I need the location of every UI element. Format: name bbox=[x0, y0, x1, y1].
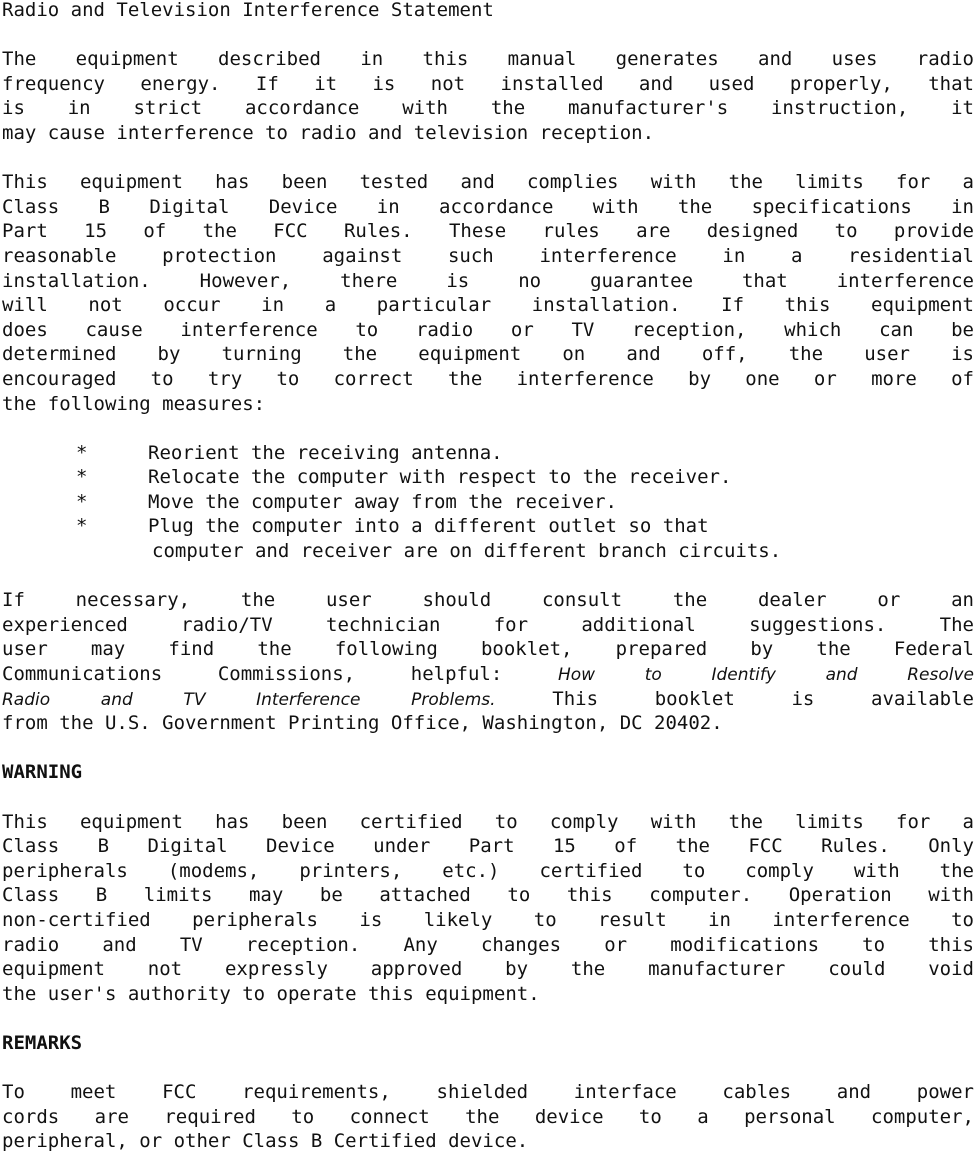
bullet-marker: * bbox=[76, 441, 88, 464]
text-line: peripheral, or other Class B Certified device. bbox=[2, 1130, 529, 1153]
text-line: from the U.S. Government Printing Office, Washington, DC 20402. bbox=[2, 712, 723, 735]
text-line: Class B limits may be attached to this computer. Operation with bbox=[2, 884, 974, 907]
bullet-marker: * bbox=[76, 490, 88, 513]
text-line: radio and TV reception. Any changes or modifications to this bbox=[2, 933, 974, 956]
text-line: determined by turning the equipment on and off, the user is bbox=[2, 343, 974, 366]
paragraph-remarks bbox=[2, 1080, 974, 1154]
remarks-heading: REMARKS bbox=[2, 1031, 83, 1054]
text-line: To meet FCC requirements, shielded interface cables and power bbox=[2, 1081, 974, 1104]
text-line: Class B Digital Device under Part 15 of the FCC Rules. Only bbox=[2, 835, 974, 858]
spacer bbox=[2, 564, 974, 589]
bullet-marker: * bbox=[76, 466, 88, 489]
spacer bbox=[2, 785, 974, 810]
text-line: installation. However, there is no guarantee that interference bbox=[2, 269, 974, 292]
paragraph-booklet bbox=[2, 588, 974, 736]
text-segment: This booklet is available bbox=[552, 687, 974, 710]
spacer bbox=[2, 1006, 974, 1031]
bullet-marker: * bbox=[76, 515, 88, 538]
measures-list bbox=[2, 441, 974, 564]
text-line bbox=[2, 687, 974, 712]
spacer bbox=[2, 416, 974, 441]
document-title: Radio and Television Interference Statement bbox=[2, 0, 494, 21]
text-line: reasonable protection against such interference in a residential bbox=[2, 244, 974, 267]
text-line: experienced radio/TV technician for additional suggestions. The bbox=[2, 613, 974, 636]
text-line: This equipment has been certified to comply with the limits for a bbox=[2, 810, 974, 833]
text-line: is in strict accordance with the manufacturer's instruction, it bbox=[2, 97, 974, 120]
text-line: may cause interference to radio and television reception. bbox=[2, 121, 655, 144]
booklet-title: Radio and TV Interference Problems. bbox=[2, 689, 496, 710]
text-line bbox=[2, 662, 974, 687]
list-item bbox=[2, 465, 974, 490]
text-line: Class B Digital Device in accordance with the specifications in bbox=[2, 195, 974, 218]
text-line: encouraged to try to correct the interference by one or more of bbox=[2, 367, 974, 390]
spacer bbox=[2, 736, 974, 761]
spacer bbox=[2, 23, 974, 48]
paragraph-intro bbox=[2, 47, 974, 145]
warning-heading: WARNING bbox=[2, 761, 83, 784]
text-line: will not occur in a particular installation. If this equipment bbox=[2, 294, 974, 317]
text-line: Part 15 of the FCC Rules. These rules are designed to provide bbox=[2, 220, 974, 243]
text-line: cords are required to connect the device to a personal computer, bbox=[2, 1105, 974, 1128]
list-item bbox=[2, 441, 974, 466]
booklet-title: How to Identify and Resolve bbox=[558, 665, 974, 686]
text-segment: Communications Commissions, helpful: bbox=[2, 663, 503, 686]
text-line: does cause interference to radio or TV reception, which can be bbox=[2, 318, 974, 341]
spacer bbox=[2, 146, 974, 171]
list-item bbox=[2, 514, 974, 539]
list-item bbox=[2, 490, 974, 515]
text-line: non-certified peripherals is likely to result in interference to bbox=[2, 908, 974, 931]
text-line: the user's authority to operate this equipment. bbox=[2, 982, 540, 1005]
measure-text: Relocate the computer with respect to the receiver. bbox=[148, 466, 732, 489]
document-page bbox=[2, 0, 974, 1154]
measure-continuation: computer and receiver are on different branch circuits. bbox=[152, 540, 782, 563]
measure-text: Reorient the receiving antenna. bbox=[148, 441, 503, 464]
text-line: user may find the following booklet, prepared by the Federal bbox=[2, 638, 974, 661]
text-line: peripherals (modems, printers, etc.) certified to comply with the bbox=[2, 859, 974, 882]
measure-text: Plug the computer into a different outlet so that bbox=[148, 515, 709, 538]
paragraph-compliance bbox=[2, 170, 974, 416]
measure-text: Move the computer away from the receiver. bbox=[148, 490, 617, 513]
text-line: equipment not expressly approved by the manufacturer could void bbox=[2, 958, 974, 981]
text-line: If necessary, the user should consult the dealer or an bbox=[2, 589, 974, 612]
text-line: the following measures: bbox=[2, 392, 266, 415]
text-line: frequency energy. If it is not installed and used properly, that bbox=[2, 72, 974, 95]
paragraph-warning bbox=[2, 810, 974, 1007]
text-line: This equipment has been tested and complies with the limits for a bbox=[2, 171, 974, 194]
spacer bbox=[2, 1056, 974, 1081]
text-line: The equipment described in this manual generates and uses radio bbox=[2, 48, 974, 71]
